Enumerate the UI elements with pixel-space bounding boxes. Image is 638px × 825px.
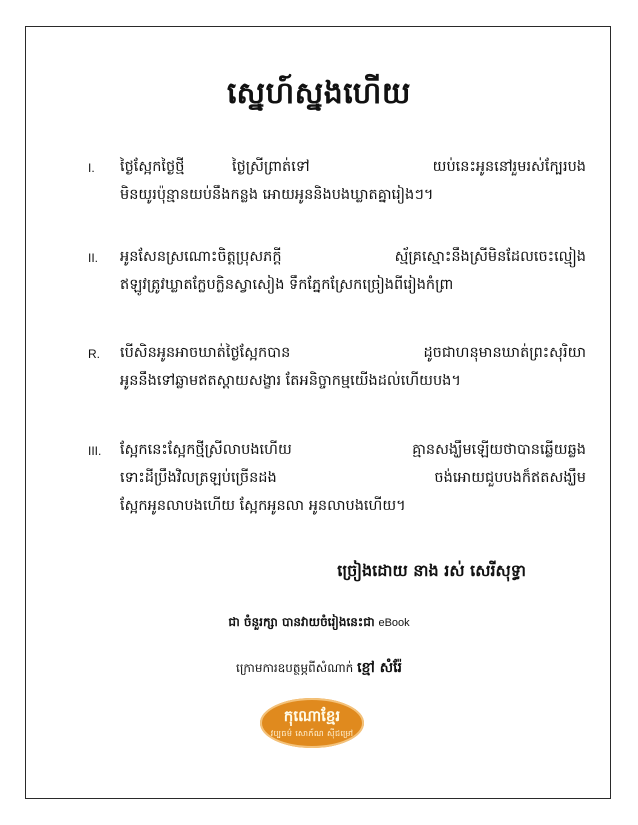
lyric-phrase: យប់នេះអូននៅរួមរស់ក្បែរបង bbox=[432, 159, 586, 175]
lyric-phrase: អូននឹងទៅឆ្លាមឥតស្តាយសង្ខារ តែអនិច្ចាកម្មយើងដល់ហើយបង។ bbox=[120, 373, 461, 389]
lyric-line bbox=[120, 276, 586, 302]
lyric-phrase: ទោះដីប្រឹងវិលត្រឡប់ច្រើនដង bbox=[120, 470, 277, 486]
singer-credit: ច្រៀងដោយ នាង រស់ សេរីសុទ្ធា bbox=[337, 561, 526, 580]
lyric-line bbox=[120, 158, 586, 184]
stanza-number: II. bbox=[88, 251, 99, 265]
lyric-phrase: បើសិនអូនអាចឃាត់ថ្ងៃស្អែកបាន bbox=[120, 345, 291, 361]
logo-tagline: វប្បធម៌ សោភ័ណ ស៊ីជម្រៅ bbox=[270, 729, 354, 738]
lyric-line bbox=[120, 344, 586, 370]
page-frame bbox=[25, 26, 611, 799]
lyric-phrase: ដូចជាហនុមានឃាត់ព្រះសុរិយា bbox=[423, 345, 586, 361]
ebook-label: eBook bbox=[378, 617, 410, 629]
stanza-number: R. bbox=[88, 347, 100, 361]
lyric-phrase: ឥឡូវត្រូវឃ្លាតក្លែបក្លិនស្វាសៀង ទឹកភ្នែកស្រែកច្រៀងពីរៀងកំព្រា bbox=[120, 277, 454, 293]
lyric-phrase: ថ្ងៃស្រីព្រាត់ទៅ bbox=[232, 159, 310, 175]
song-title: ស្នេហ៍ស្នងហើយ bbox=[227, 76, 411, 111]
stanza-number: III. bbox=[88, 444, 102, 458]
lyric-line bbox=[120, 469, 586, 495]
sponsor-credit bbox=[0, 658, 638, 679]
lyric-line bbox=[120, 186, 586, 212]
lyric-line bbox=[120, 497, 586, 523]
logo-title: កុណោខ្មែរ bbox=[283, 707, 341, 725]
stanza-number: I. bbox=[88, 161, 95, 175]
sponsor-prefix: ក្រោមការឧបត្ថម្ភពីសំណាក់ bbox=[236, 661, 354, 675]
typist-credit-text: ជា ចំនួរក្សា បានវាយចំរៀងនេះជា bbox=[228, 615, 375, 629]
lyric-phrase: មិនយូរប៉ុន្មានយប់នឹងកន្លង អោយអូននិងបងឃ្លាតគ្នារៀងៗ។ bbox=[120, 187, 434, 203]
lyric-phrase: ស្អែកអូនលាបងហើយ ស្អែកអូនលា អូនលាបងហើយ។ bbox=[120, 498, 406, 514]
typist-credit bbox=[0, 614, 638, 632]
lyric-phrase: ស្ម័គ្រស្មោះនឹងស្រីមិនដែលចេះល្មៀង bbox=[394, 249, 586, 265]
lyric-phrase: ថ្ងៃស្អែកថ្ងៃថ្មី bbox=[120, 159, 185, 175]
lyric-line bbox=[120, 248, 586, 274]
lyric-line bbox=[120, 441, 586, 467]
sponsor-name: ខ្មៅ សំរ៉ែ bbox=[357, 660, 402, 676]
lyric-phrase: គ្មានសង្ឃឹមឡើយថាបានឆ្លើយឆ្លង bbox=[412, 442, 586, 458]
publisher-logo bbox=[260, 698, 364, 748]
lyric-phrase: អូនសែនស្រណោះចិត្តប្រុសភក្តី bbox=[120, 249, 282, 265]
lyric-line bbox=[120, 372, 586, 398]
lyric-phrase: ស្អែកនេះស្អែកថ្មីស្រីលាបងហើយ bbox=[120, 442, 292, 458]
lyric-phrase: ចង់អោយជួបបងក៏ឥតសង្ឃឹម bbox=[434, 470, 586, 486]
